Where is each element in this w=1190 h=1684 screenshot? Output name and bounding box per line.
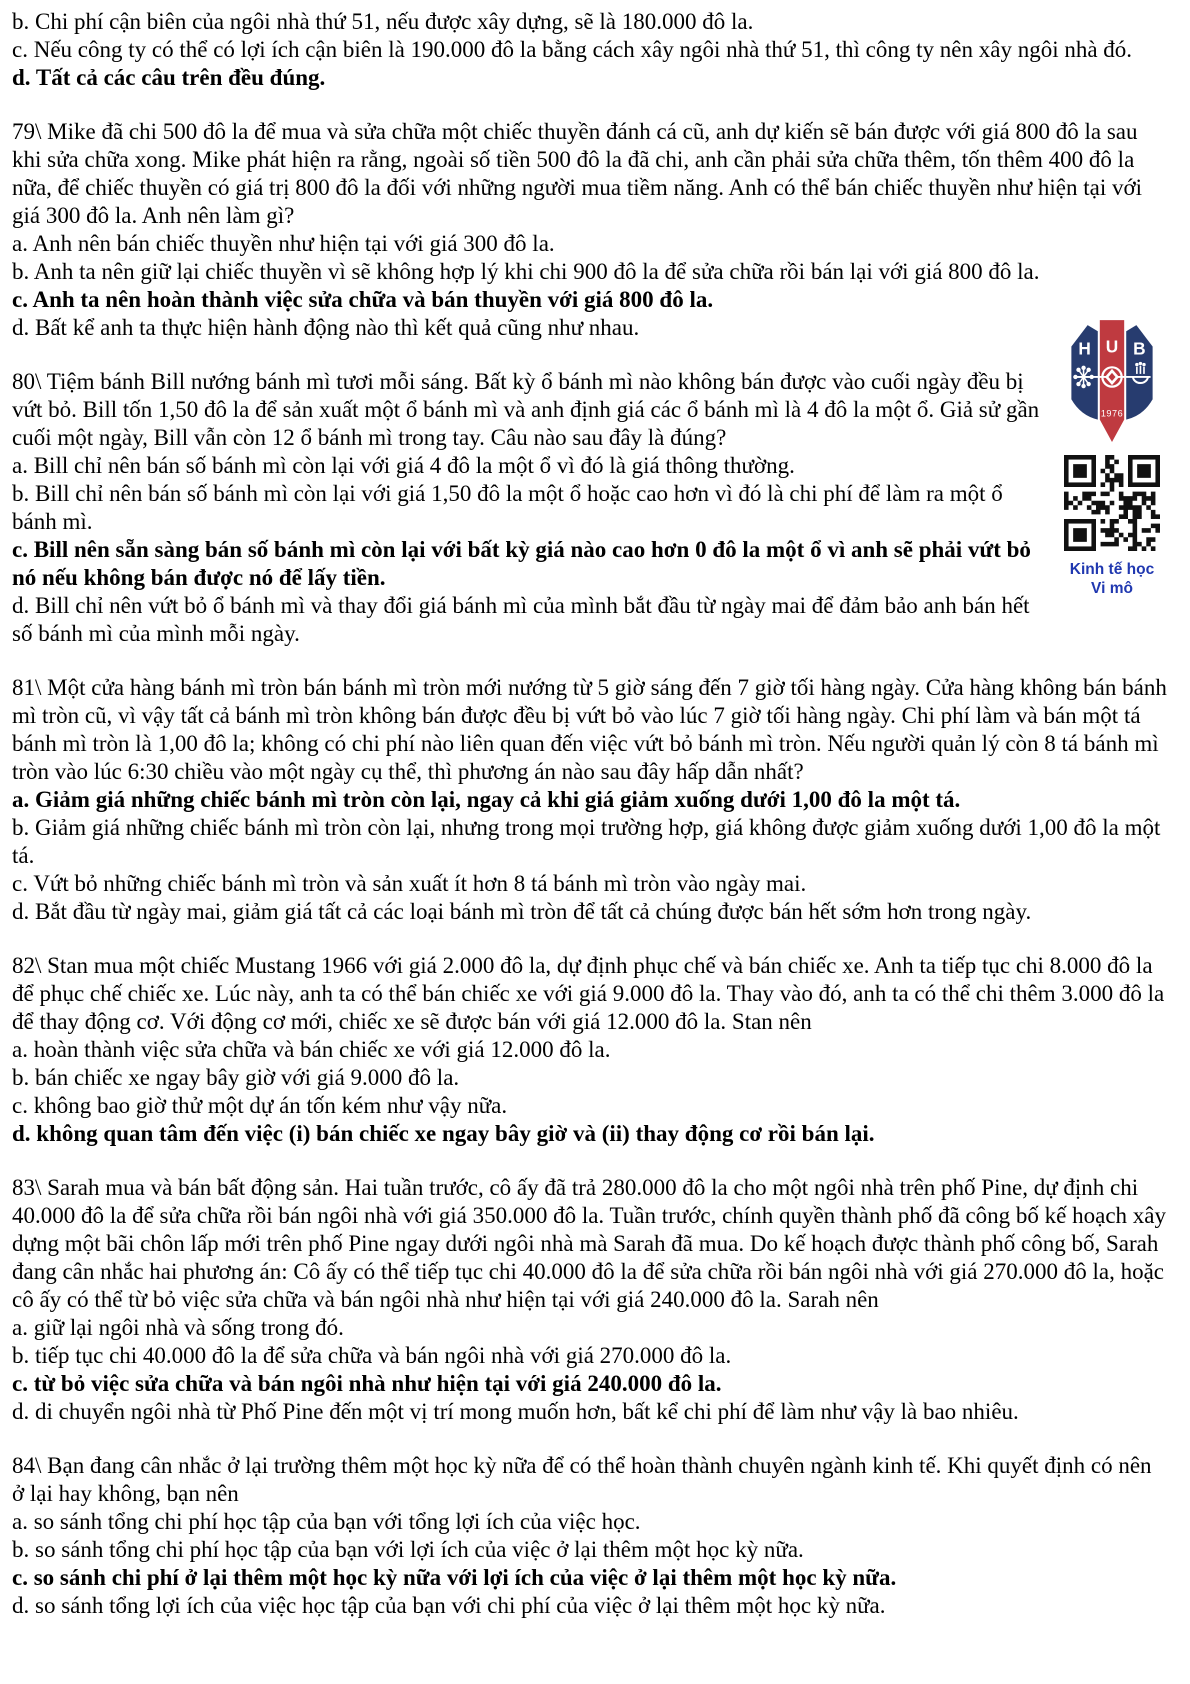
option-text: Anh nên bán chiếc thuyền như hiện tại với giá 300 đô la. (32, 231, 555, 256)
option-label: b. (12, 9, 30, 34)
option-label: d. (12, 1399, 30, 1424)
option-label: a. (12, 1509, 28, 1534)
answer-option (12, 1508, 1168, 1536)
option-label: d. (12, 899, 30, 924)
option-text: bán chiếc xe ngay bây giờ với giá 9.000 đô la. (35, 1065, 460, 1090)
option-text: Vứt bỏ những chiếc bánh mì tròn và sản xuất ít hơn 8 tá bánh mì tròn vào ngày mai. (33, 871, 807, 896)
option-label: b. (12, 1537, 30, 1562)
question-text: Bạn đang cân nhắc ở lại trường thêm một học kỳ nữa để có thể hoàn thành chuyên ngành kinh tế. Khi quyết định có nên ở lại hay không, bạn nên (12, 1453, 1152, 1506)
answer-option (12, 786, 1168, 814)
option-text: Bill chỉ nên bán số bánh mì còn lại với giá 4 đô la một ổ vì đó là giá thông thường. (33, 453, 795, 478)
option-text: tiếp tục chi 40.000 đô la để sửa chữa và bán ngôi nhà với giá 270.000 đô la. (35, 1343, 732, 1368)
option-text: từ bỏ việc sửa chữa và bán ngôi nhà như hiện tại với giá 240.000 đô la. (33, 1371, 722, 1396)
qr-caption-line1: Kinh tế học (1069, 561, 1155, 578)
answer-option (12, 1592, 1168, 1620)
answer-option (12, 592, 1168, 648)
qr-caption (1070, 560, 1154, 598)
question-number: 79\ (12, 119, 42, 144)
option-label: c. (12, 871, 28, 896)
answer-option (12, 64, 1168, 92)
branch-emblem-icon (1074, 366, 1093, 387)
option-text: Bất kể anh ta thực hiện hành động nào thì kết quả cũng như nhau. (35, 315, 640, 340)
answer-option (12, 452, 1168, 480)
option-text: hoàn thành việc sửa chữa và bán chiếc xe với giá 12.000 đô la. (33, 1037, 611, 1062)
answer-option (12, 258, 1168, 286)
option-text: Bill chỉ nên vứt bỏ ổ bánh mì và thay đổi giá bánh mì của mình bắt đầu từ ngày mai để đảm bảo anh bán hết số bánh mì của mình mỗi ngày. (12, 593, 1030, 646)
option-label: c. (12, 287, 28, 312)
question-stem (12, 1452, 1168, 1508)
option-text: Anh ta nên giữ lại chiếc thuyền vì sẽ không hợp lý khi chi 900 đô la để sửa chữa rồi bán lại với giá 800 đô la. (33, 259, 1040, 284)
option-label: b. (12, 259, 30, 284)
qr-caption-line2: Vi mô (1091, 580, 1133, 597)
option-label: a. (12, 1037, 28, 1062)
answer-option (12, 1342, 1168, 1370)
option-label: b. (12, 1343, 30, 1368)
option-label: b. (12, 815, 30, 840)
answer-option (12, 1536, 1168, 1564)
option-label: a. (12, 231, 28, 256)
answer-option (12, 814, 1168, 870)
option-text: di chuyển ngôi nhà từ Phố Pine đến một vị trí mong muốn hơn, bất kể chi phí để làm như vậy là bao nhiêu. (35, 1399, 1019, 1424)
answer-option (12, 870, 1168, 898)
answer-option (12, 230, 1168, 258)
answer-option (12, 480, 1168, 536)
option-label: d. (12, 1593, 30, 1618)
logo-year: 1976 (1100, 408, 1124, 419)
option-text: so sánh tổng chi phí học tập của bạn với tổng lợi ích của việc học. (33, 1509, 641, 1534)
option-text: Nếu công ty có thể có lợi ích cận biên là 190.000 đô la bằng cách xây ngôi nhà thứ 51, thì công ty nên xây ngôi nhà đó. (33, 37, 1133, 62)
option-text: so sánh chi phí ở lại thêm một học kỳ nữa với lợi ích của việc ở lại thêm một học kỳ nữa. (33, 1565, 897, 1590)
question-number: 80\ (12, 369, 42, 394)
answer-option (12, 1370, 1168, 1398)
option-text: giữ lại ngôi nhà và sống trong đó. (33, 1315, 344, 1340)
question-text: Mike đã chi 500 đô la để mua và sửa chữa một chiếc thuyền đánh cá cũ, anh dự kiến sẽ bán được với giá 800 đô la sau khi sửa chữa xong. Mike phát hiện ra rằng, ngoài số tiền 500 đô la đã chi, anh cần phải sửa chữa thêm, tốn thêm 400 đô la nữa, để chiếc thuyền có giá trị 800 đô la đối với những người mua tiềm năng. Anh có thể bán chiếc thuyền như hiện tại với giá 300 đô la. Anh nên làm gì? (12, 119, 1143, 228)
option-label: c. (12, 37, 28, 62)
option-label: a. (12, 1315, 28, 1340)
option-label: c. (12, 537, 28, 562)
option-label: c. (12, 1565, 28, 1590)
question-block-84 (12, 1452, 1168, 1620)
option-label: b. (12, 481, 30, 506)
question-stem (12, 118, 1168, 230)
question-stem (12, 952, 1168, 1036)
question-stem (12, 674, 1168, 786)
logo-qr-panel (1056, 314, 1168, 598)
option-label: d. (12, 1121, 31, 1146)
option-label: b. (12, 1065, 30, 1090)
question-text: Sarah mua và bán bất động sản. Hai tuần trước, cô ấy đã trả 280.000 đô la cho một ngôi nhà trên phố Pine, dự định chi 40.000 đô la để sửa chữa rồi bán ngôi nhà với giá 350.000 đô la. Tuần trước, chính quyền thành phố đã công bố kế hoạch xây dựng một bãi chôn lấp mới trên phố Pine ngay dưới ngôi nhà mà Sarah đã mua. Do kế hoạch được thành phố công bố, Sarah đang cân nhắc hai phương án: Cô ấy có thể tiếp tục chi 40.000 đô la để sửa chữa rồi bán ngôi nhà với giá 270.000 đô la, hoặc cô ấy có thể từ bỏ việc sửa chữa và bán ngôi nhà như hiện tại với giá 240.000 đô la. Sarah nên (12, 1175, 1166, 1312)
option-text: không bao giờ thử một dự án tốn kém như vậy nữa. (33, 1093, 508, 1118)
question-block-82 (12, 952, 1168, 1148)
question-block-80 (12, 368, 1168, 648)
hub-logo (1066, 314, 1158, 446)
answer-option (12, 8, 1168, 36)
option-label: a. (12, 787, 30, 812)
logo-letter-b: B (1133, 338, 1146, 359)
option-label: d. (12, 593, 30, 618)
answer-option (12, 1398, 1168, 1426)
option-label: a. (12, 453, 28, 478)
answer-option (12, 536, 1168, 592)
answer-option (12, 1314, 1168, 1342)
question-fragment (12, 8, 1168, 92)
answer-option (12, 898, 1168, 926)
question-text: Stan mua một chiếc Mustang 1966 với giá 2.000 đô la, dự định phục chế và bán chiếc xe. Anh ta tiếp tục chi 8.000 đô la để phục chế chiếc xe. Lúc này, anh ta có thể bán chiếc xe với giá 9.000 đô la. Thay vào đó, anh ta có thể chi thêm 3.000 đô la để thay động cơ. Với động cơ mới, chiếc xe sẽ được bán với giá 12.000 đô la. Stan nên (12, 953, 1165, 1034)
option-text: không quan tâm đến việc (i) bán chiếc xe ngay bây giờ và (ii) thay động cơ rồi bán lại. (36, 1121, 875, 1146)
option-text: so sánh tổng chi phí học tập của bạn với lợi ích của việc ở lại thêm một học kỳ nữa. (35, 1537, 804, 1562)
question-number: 82\ (12, 953, 42, 978)
option-text: Tất cả các câu trên đều đúng. (35, 65, 326, 90)
answer-option (12, 1092, 1168, 1120)
answer-option (12, 1120, 1168, 1148)
option-text: Giảm giá những chiếc bánh mì tròn còn lại, ngay cả khi giá giảm xuống dưới 1,00 đô la một tá. (35, 787, 961, 812)
answer-option (12, 286, 1168, 314)
question-block-81 (12, 674, 1168, 926)
question-text: Một cửa hàng bánh mì tròn bán bánh mì tròn mới nướng từ 5 giờ sáng đến 7 giờ tối hàng ngày. Cửa hàng không bán bánh mì tròn cũ, vì vậy tất cả bánh mì tròn không bán được đều bị vứt bỏ vào lúc 7 giờ tối hàng ngày. Chi phí làm và bán một tá bánh mì tròn là 1,00 đô la; không có chi phí nào liên quan đến việc vứt bỏ bánh mì tròn. Nếu người quản lý còn 8 tá bánh mì tròn vào lúc 6:30 chiều vào một ngày cụ thể, thì phương án nào sau đây hấp dẫn nhất? (12, 675, 1167, 784)
logo-letter-h: H (1078, 338, 1091, 359)
option-text: Bill chỉ nên bán số bánh mì còn lại với giá 1,50 đô la một ổ hoặc cao hơn vì đó là chi phí để làm ra một ổ bánh mì. (12, 481, 1003, 534)
option-label: d. (12, 315, 30, 340)
question-number: 84\ (12, 1453, 42, 1478)
question-stem (12, 1174, 1168, 1314)
option-text: Giảm giá những chiếc bánh mì tròn còn lại, nhưng trong mọi trường hợp, giá không được giảm xuống dưới 1,00 đô la một tá. (12, 815, 1161, 868)
qr-code (1064, 455, 1160, 551)
question-block-83 (12, 1174, 1168, 1426)
option-text: so sánh tổng lợi ích của việc học tập của bạn với chi phí của việc ở lại thêm một học kỳ nữa. (35, 1593, 886, 1618)
answer-option (12, 1064, 1168, 1092)
question-number: 83\ (12, 1175, 42, 1200)
option-text: Bắt đầu từ ngày mai, giảm giá tất cả các loại bánh mì tròn để tất cả chúng được bán hết sớm hơn trong ngày. (35, 899, 1032, 924)
question-stem (12, 368, 1168, 452)
diamond-coin-icon (1102, 367, 1121, 386)
option-text: Anh ta nên hoàn thành việc sửa chữa và bán thuyền với giá 800 đô la. (32, 287, 714, 312)
logo-letter-u: U (1105, 336, 1119, 357)
option-text: Chi phí cận biên của ngôi nhà thứ 51, nếu được xây dựng, sẽ là 180.000 đô la. (35, 9, 754, 34)
answer-option (12, 36, 1168, 64)
answer-option (12, 1564, 1168, 1592)
option-label: c. (12, 1371, 28, 1396)
answer-option (12, 314, 1168, 342)
answer-option (12, 1036, 1168, 1064)
question-number: 81\ (12, 675, 42, 700)
option-label: d. (12, 65, 31, 90)
option-text: Bill nên sẵn sàng bán số bánh mì còn lại với bất kỳ giá nào cao hơn 0 đô la một ổ vì anh sẽ phải vứt bỏ nó nếu không bán được nó để lấy tiền. (12, 537, 1031, 590)
option-label: c. (12, 1093, 28, 1118)
question-text: Tiệm bánh Bill nướng bánh mì tươi mỗi sáng. Bất kỳ ổ bánh mì nào không bán được vào cuối ngày đều bị vứt bỏ. Bill tốn 1,50 đô la để sản xuất một ổ bánh mì và anh định giá các ổ bánh mì là 4 đô la một ổ. Giả sử gần cuối một ngày, Bill vẫn còn 12 ổ bánh mì trong tay. Câu nào sau đây là đúng? (12, 369, 1040, 450)
